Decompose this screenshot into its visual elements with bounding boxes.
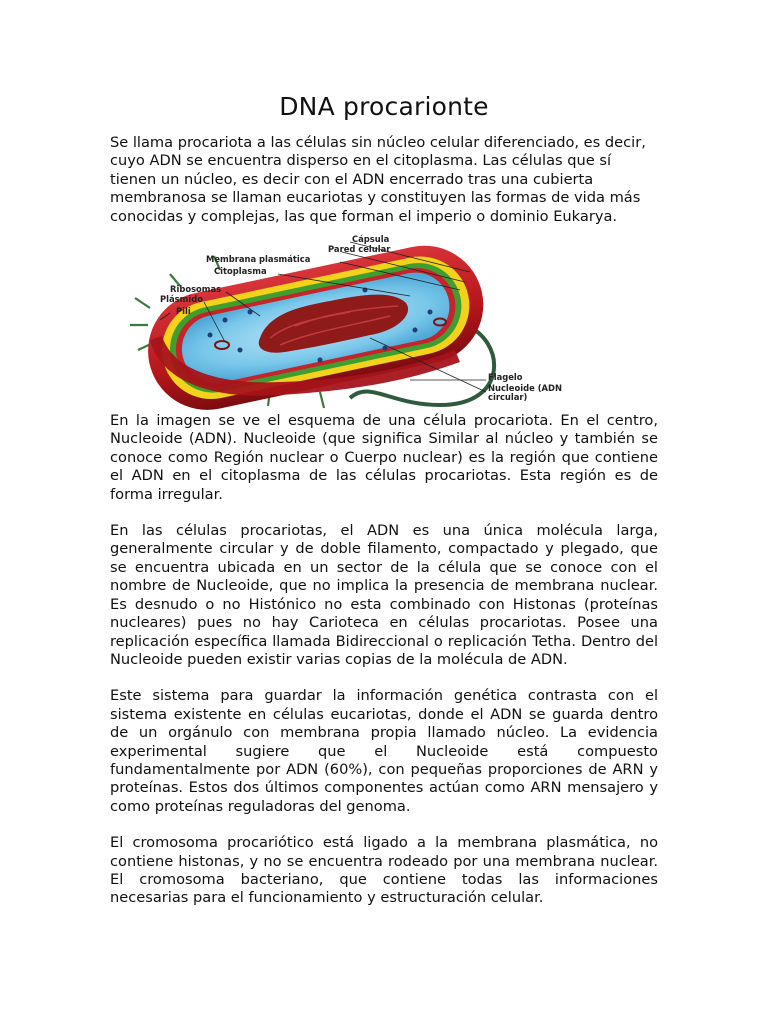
- label-capsula: Cápsula: [352, 234, 390, 245]
- label-ribosomas: Ribosomas: [170, 284, 222, 295]
- label-plasmido: Plásmido: [160, 294, 203, 305]
- cell-diagram-svg: [110, 230, 658, 412]
- label-citoplasma: Citoplasma: [214, 266, 267, 277]
- paragraph-prokaryote-dna: En las células procariotas, el ADN es una única molécula larga, generalmente circular y de doble filamento, compactado y plegado, que se encuentra ubicada en un sector de la célula que se conoce con el nombre de Nucleoide, que no implica la presencia de membrana nuclear. Es desnudo o no Histónico no esta combinado con Histonas (proteínas nucleares) pues no hay Carioteca en células procariotas. Posee una replicación específica llamada Bidireccional o replicación Tetha. Dentro del Nucleoide pueden existir varias copias de la molécula de ADN.: [110, 522, 658, 668]
- label-membrana: Membrana plasmática: [206, 254, 311, 265]
- paragraph-intro: Se llama procariota a las células sin núcleo celular diferenciado, es decir, cuyo ADN se encuentra disperso en el citoplasma. Las células que sí tienen un núcleo, es decir con el ADN encerrado tras una cubierta membranosa se llaman eucariotas y constituyen las formas de vida más conocidas y complejas, las que forman el imperio o dominio Eukarya.: [110, 134, 646, 225]
- label-nucleoide: Nucleoide (ADN: [488, 383, 562, 394]
- paragraph-chromosome: El cromosoma procariótico está ligado a la membrana plasmática, no contiene histonas, y no se encuentra rodeado por una membrana nuclear. El cromosoma bacteriano, que contiene todas las informaciones necesarias para el funcionamiento y estructuración celular.: [110, 834, 658, 907]
- label-circular: circular): [488, 392, 528, 403]
- page-title: DNA procarionte: [279, 92, 489, 121]
- paragraph-eukaryote-contrast: Este sistema para guardar la información genética contrasta con el sistema existente en células eucariotas, donde el ADN se guarda dentro de un orgánulo con membrana propia llamado núcleo. La evidencia experimental sugiere que el Nucleoide está compuesto fundamentalmente por ADN (60%), con pequeñas proporciones de ARN y proteínas. Estos dos últimos componentes actúan como ARN mensajero y como proteínas reguladoras del genoma.: [110, 687, 658, 815]
- paragraph-image-description: En la imagen se ve el esquema de una célula procariota. En el centro, Nucleoide (ADN). Nucleoide (que significa Similar al núcleo y también se conoce como Región nuclear o Cuerpo nuclear) es la región que contiene el ADN en el citoplasma de las células procariotas. Esta región es de forma irregular.: [110, 412, 658, 503]
- label-pili: Pili: [176, 306, 191, 317]
- label-flagelo: Flagelo: [488, 372, 523, 383]
- label-pared-celular: Pared celular: [328, 244, 391, 255]
- prokaryote-cell-diagram: [110, 230, 658, 412]
